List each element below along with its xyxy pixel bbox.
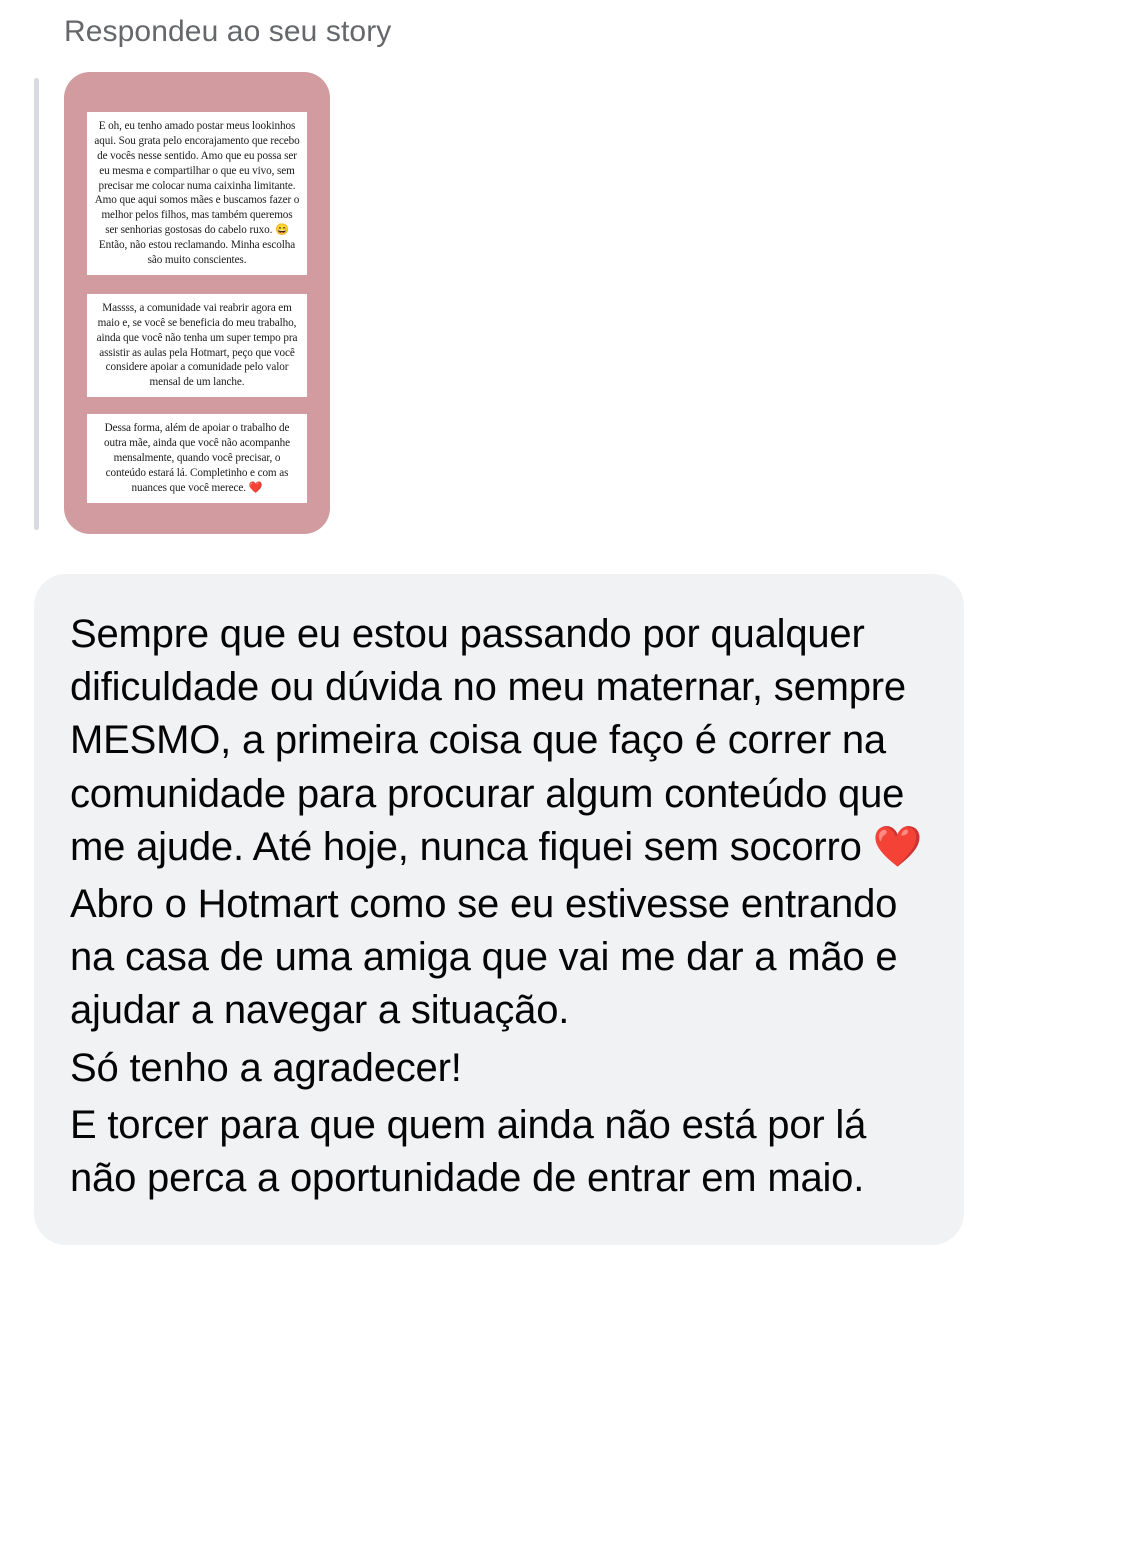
story-note: Dessa forma, além de apoiar o trabalho de outra mãe, ainda que você não acompanhe mensalmente, quando você precisar, o conteúdo estará lá. Completinho e com as nuances que você merece. ❤️ <box>87 414 307 502</box>
quoted-story[interactable] <box>34 72 1113 542</box>
message-bubble[interactable] <box>34 574 964 1245</box>
quote-accent-bar <box>34 78 39 530</box>
story-note: E oh, eu tenho amado postar meus lookinhos aqui. Sou grata pelo encorajamento que recebo de vocês nesse sentido. Amo que eu possa ser eu mesma e compartilhar o que eu vivo, sem precisar me colocar numa caixinha limitante. Amo que aqui somos mães e buscamos fazer o melhor pelos filhos, mas também queremos ser senhorias gostosas do cabelo ruxo. 😄 Então, não estou reclamando. Minha escolha são muito conscientes. <box>87 112 307 275</box>
reply-context-label: Respondeu ao seu story <box>64 15 392 48</box>
message-paragraph: Sempre que eu estou passando por qualquer dificuldade ou dúvida no meu maternar, sempre MESMO, a primeira coisa que faço é correr na comunidade para procurar algum conteúdo que me ajude. Até hoje, nunca fiquei sem socorro ❤️ <box>70 612 923 869</box>
story-note: Massss, a comunidade vai reabrir agora em maio e, se você se beneficia do meu trabalho, ainda que você não tenha um super tempo pra assistir as aulas pela Hotmart, peço que você considere apoiar a comunidade pelo valor mensal de um lanche. <box>87 294 307 397</box>
message-paragraph: Abro o Hotmart como se eu estivesse entrando na casa de uma amiga que vai me dar a mão e ajudar a navegar a situação. <box>70 881 898 1033</box>
message-paragraph: E torcer para que quem ainda não está por lá não perca a oportunidade de entrar em maio. <box>70 1102 867 1200</box>
message-paragraph: Só tenho a agradecer! <box>70 1045 462 1090</box>
story-preview-card[interactable] <box>64 72 330 534</box>
